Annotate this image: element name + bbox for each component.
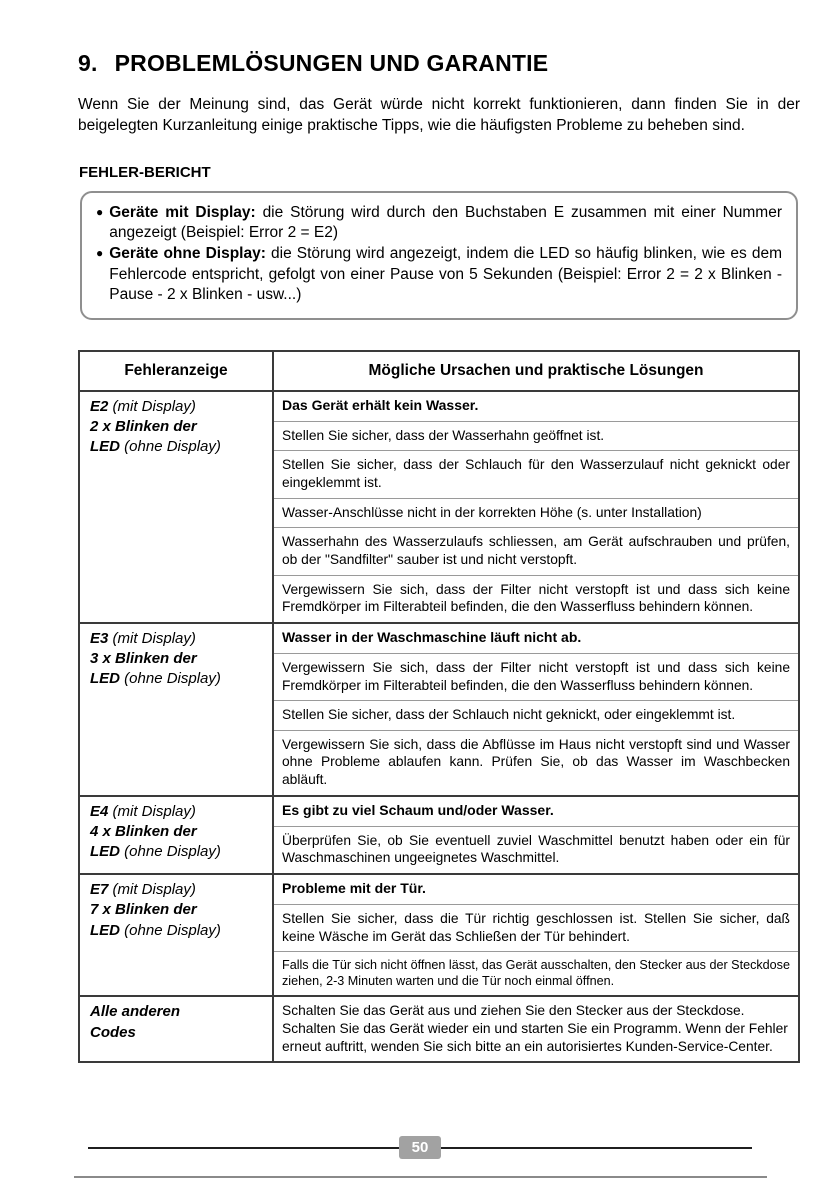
bullet-icon: ● (96, 204, 104, 219)
bullet-icon: ● (96, 245, 104, 260)
error-code-cell (79, 874, 273, 996)
error-code-segment: (mit Display) (108, 397, 196, 415)
error-code-segment: (mit Display) (108, 881, 196, 899)
solution-text: Stellen Sie sicher, dass die Tür richtig geschlossen ist. Stellen Sie sicher, daß keine Wäsche im Gerät das Schließen der Tür behindert. (274, 905, 798, 952)
solutions-cell (273, 874, 799, 996)
error-table-row (79, 874, 799, 996)
notice-bullet-lead: Geräte mit Display: (109, 203, 263, 221)
solution-text: Stellen Sie sicher, dass der Schlauch nicht geknickt, oder eingeklemmt ist. (274, 701, 798, 731)
error-table-row (79, 996, 799, 1062)
error-code-segment: (ohne Display) (120, 670, 221, 688)
error-code-line (90, 397, 266, 417)
error-code-segment: LED (90, 921, 120, 939)
error-code-segment: Codes (90, 1023, 136, 1041)
error-table-body (79, 391, 799, 1063)
bottom-rule (74, 1176, 767, 1178)
problem-title: Das Gerät erhält kein Wasser. (274, 392, 798, 422)
error-code-line (90, 1023, 266, 1043)
error-code-line (90, 669, 266, 689)
error-code-line (90, 437, 266, 457)
error-code-cell (79, 996, 273, 1062)
section-number: 9. (78, 50, 98, 76)
notice-bullet-text: Geräte mit Display: die Störung wird durch den Buchstaben E zusammen mit einer Nummer angezeigt (Beispiel: Error 2 = E2) (109, 203, 782, 242)
error-code-segment: LED (90, 843, 120, 861)
notice-bullet (94, 203, 782, 244)
solution-text: Überprüfen Sie, ob Sie eventuell zuviel Waschmittel benutzt haben oder ein für Waschmaschinen ungeeignetes Waschmittel. (282, 832, 790, 866)
solution-text: Vergewissern Sie sich, dass der Filter nicht verstopft ist und dass sich keine Fremdkörper im Filterabteil befinden, die den Wasserfluss behindern können. (282, 581, 790, 615)
error-code-line (90, 921, 266, 941)
error-code-segment: (ohne Display) (120, 921, 221, 939)
solution-text: Stellen Sie sicher, dass der Wasserhahn geöffnet ist. (274, 422, 798, 452)
solution-text: Vergewissern Sie sich, dass die Abflüsse im Haus nicht verstopft sind und Wasser ohne Probleme ablaufen kann. Prüfen Sie, ob das Wasser im Waschbecken abläuft. (282, 736, 790, 788)
error-code-line (90, 629, 266, 649)
error-code-segment: (ohne Display) (120, 438, 221, 456)
error-code-segment: Alle anderen (90, 1003, 181, 1021)
error-report-heading: FEHLER-BERICHT (79, 163, 211, 181)
error-code-segment: 2 x Blinken der (90, 418, 197, 436)
solutions-cell (273, 623, 799, 796)
problem-title: Probleme mit der Tür. (274, 875, 798, 905)
page-footer (88, 1136, 752, 1159)
solution-text: Stellen Sie sicher, dass der Schlauch für den Wasserzulauf nicht geknickt oder eingeklemmt ist. (274, 451, 798, 498)
error-code-cell (79, 623, 273, 796)
solution-text: Falls die Tür sich nicht öffnen lässt, das Gerät ausschalten, den Stecker aus der Steckdose ziehen, 2-3 Minuten warten und die Tür noch einmal öffnen. (282, 958, 790, 989)
solutions-cell (273, 391, 799, 623)
error-code-segment: E2 (90, 397, 109, 415)
column-header-loesungen: Mögliche Ursachen und praktische Lösungen (273, 351, 799, 391)
notice-bullet-lead: Geräte ohne Display: (109, 244, 271, 262)
error-code-line (90, 842, 266, 862)
footer-rule-left (88, 1147, 399, 1149)
error-table (78, 350, 800, 1064)
error-table-header-row (79, 351, 799, 391)
error-code-line (90, 649, 266, 669)
error-code-line (90, 880, 266, 900)
error-code-line (90, 1002, 266, 1022)
error-code-segment: 7 x Blinken der (90, 901, 197, 919)
solution-text: Schalten Sie das Gerät aus und ziehen Sie den Stecker aus der Steckdose. Schalten Sie das Gerät wieder ein und starten Sie ein Programm. Wenn der Fehler erneut auftritt, wenden Sie sich bitte an ein autorisiertes Kunden-Service-Center. (282, 1003, 788, 1054)
intro-paragraph: Wenn Sie der Meinung sind, das Gerät würde nicht korrekt funktionieren, dann finden Sie in der beigelegten Kurzanleitung einige praktische Tipps, wie die häufigsten Probleme zu beheben sind. (78, 96, 800, 135)
solution-text: Wasser-Anschlüsse nicht in der korrekten Höhe (s. unter Installation) (274, 499, 798, 529)
problem-title: Wasser in der Waschmaschine läuft nicht ab. (274, 624, 798, 654)
problem-title: Es gibt zu viel Schaum und/oder Wasser. (274, 797, 798, 827)
solutions-cell (273, 796, 799, 874)
solutions-cell (273, 996, 799, 1062)
error-code-line (90, 822, 266, 842)
solution-text: Vergewissern Sie sich, dass der Filter nicht verstopft ist und dass sich keine Fremdkörper im Filterabteil befinden, die den Wasserfluss behindern können. (274, 654, 798, 701)
error-table-row (79, 391, 799, 623)
notice-bullet-list (94, 203, 782, 306)
error-code-segment: E7 (90, 881, 109, 899)
notice-bullet-text: Geräte ohne Display: die Störung wird angezeigt, indem die LED so häufig blinken, wie es dem Fehlercode entspricht, gefolgt von einer Pause von 5 Sekunden (Beispiel: Error 2 = 2 x Blinken - Pause - 2 x Blinken - usw...) (109, 244, 782, 304)
error-code-cell (79, 796, 273, 874)
error-notice-box (80, 191, 798, 320)
page-number: 50 (399, 1136, 442, 1159)
error-code-line (90, 900, 266, 920)
error-code-segment: (mit Display) (108, 629, 196, 647)
error-table-row (79, 796, 799, 874)
error-code-line (90, 417, 266, 437)
section-heading (78, 50, 800, 77)
section-title: PROBLEMLÖSUNGEN UND GARANTIE (114, 50, 549, 76)
error-code-segment: 3 x Blinken der (90, 650, 197, 668)
footer-rule-right (441, 1147, 752, 1149)
error-code-cell (79, 391, 273, 623)
error-code-segment: 4 x Blinken der (90, 823, 197, 841)
notice-bullet (94, 244, 782, 306)
error-code-segment: (mit Display) (108, 802, 196, 820)
solution-text: Wasserhahn des Wasserzulaufs schliessen, am Gerät aufschrauben und prüfen, ob der "Sandfilter" sauber ist und nicht verstopft. (274, 528, 798, 575)
column-header-fehleranzeige: Fehleranzeige (79, 351, 273, 391)
error-table-row (79, 623, 799, 796)
error-code-segment: E4 (90, 802, 109, 820)
error-code-segment: (ohne Display) (120, 843, 221, 861)
error-code-segment: LED (90, 670, 120, 688)
error-code-line (90, 802, 266, 822)
document-page (78, 50, 800, 1063)
error-code-segment: LED (90, 438, 120, 456)
error-code-segment: E3 (90, 629, 109, 647)
